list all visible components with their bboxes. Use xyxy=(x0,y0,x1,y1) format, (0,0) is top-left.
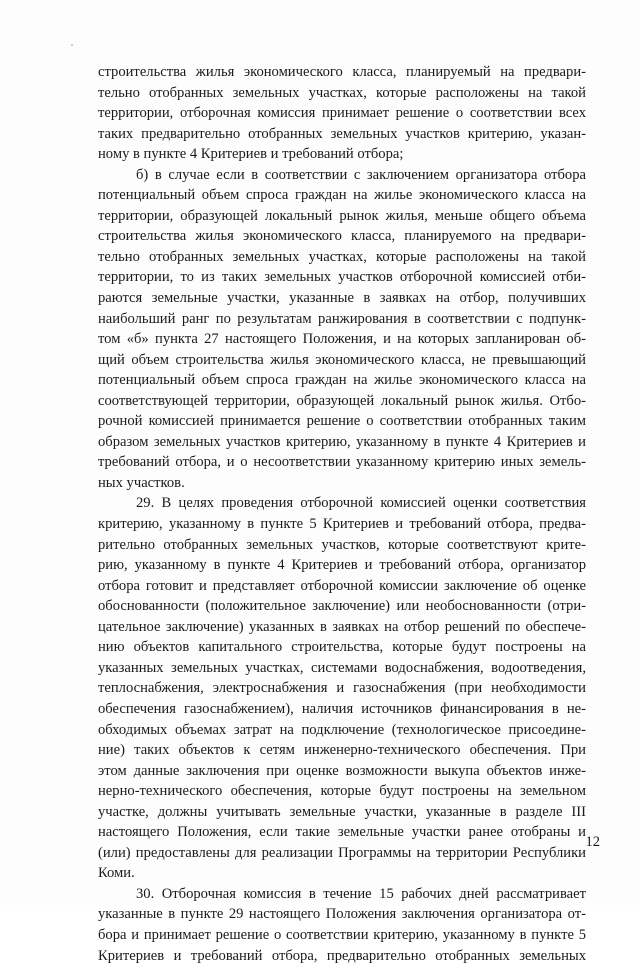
text-line: требований отбора, и о несоответствии указанному критерию иных земель- xyxy=(98,454,586,471)
text-line: потенциальный объем спроса граждан на жилье экономического класса на xyxy=(98,372,586,389)
text-line: тельно отобранных земельных участках, которые расположены на такой xyxy=(98,84,586,101)
text-line: б) в случае если в соответствии с заключением организатора отбора xyxy=(136,166,586,183)
text-line: цательное заключение) указанных в заявках на отбор решений по обеспече- xyxy=(98,618,586,635)
text-line: обеспечения газоснабжением), наличия источников финансирования в не- xyxy=(98,700,586,717)
text-line: потенциальный объем спроса граждан на жилье экономического класса на xyxy=(98,187,586,204)
text-line: раются земельные участки, указанные в заявках на отбор, получивших xyxy=(98,290,586,307)
text-line: обоснованности (положительное заключение) или необоснованности (отри- xyxy=(98,598,586,615)
text-line: указанные в пункте 29 настоящего Положения заключения организатора от- xyxy=(98,906,586,923)
text-line: бора и принимает решение о соответствии критерию, указанному в пункте 5 xyxy=(98,926,586,943)
text-line: территории, отборочная комиссия принимает решение о соответствии всех xyxy=(98,105,586,122)
text-line: рочной комиссией принимается решение о соответствии отобранных таким xyxy=(98,413,586,430)
document-body xyxy=(98,62,586,966)
text-line: обходимых объемах затрат на подключение (технологическое присоедине- xyxy=(98,721,586,738)
text-line: Критериев и требований отбора, предварительно отобранных земельных xyxy=(98,947,586,964)
text-line: образом земельных участков критерию, указанному в пункте 4 Критериев и xyxy=(98,433,586,450)
text-line: соответствующей территории, образующей локальный рынок жилья. Отбо- xyxy=(98,392,586,409)
text-line: ных участков. xyxy=(98,474,185,491)
text-line: теплоснабжения, электроснабжения и газоснабжения (при необходимости xyxy=(98,680,586,697)
text-line: территории, то из таких земельных участков отборочной комиссией отби- xyxy=(98,269,586,286)
page-number: 12 xyxy=(585,834,600,850)
text-line: нию объектов капитального строительства, которые будут построены на xyxy=(98,639,586,656)
text-line: Коми. xyxy=(98,865,135,882)
text-line: рительно отобранных земельных участков, которые соответствуют крите- xyxy=(98,536,586,553)
text-line: настоящего Положения, если такие земельные участки ранее отобраны и xyxy=(98,824,586,841)
text-line: рию, указанному в пункте 4 Критериев и требований отбора, организатор xyxy=(98,557,586,574)
text-line: нерно-технического обеспечения, которые будут построены на земельном xyxy=(98,783,586,800)
text-line: участке, должны учитывать земельные участки, указанные в разделе III xyxy=(98,803,586,820)
text-line: (или) предоставлены для реализации Программы на территории Республики xyxy=(98,844,586,861)
text-line: том «б» пункта 27 настоящего Положения, и на которых запланирован об- xyxy=(98,331,586,348)
text-line: этом данные заключения при оценке возможности выкупа объектов инже- xyxy=(98,762,586,779)
text-line: указанных земельных участках, системами водоснабжения, водоотведения, xyxy=(98,659,586,676)
scan-mark xyxy=(71,44,73,46)
text-line: критерию, указанному в пункте 5 Критериев и требований отбора, предва- xyxy=(98,516,586,533)
text-line: строительства жилья экономического класса, планируемого на предвари- xyxy=(98,228,586,245)
text-line: тельно отобранных земельных участках, которые расположены на такой xyxy=(98,248,586,265)
text-line: отбора готовит и представляет отборочной комиссии заключение об оценке xyxy=(98,577,586,594)
text-line: 30. Отборочная комиссия в течение 15 рабочих дней рассматривает xyxy=(136,885,586,902)
text-line: таких предварительно отобранных земельных участков критерию, указан- xyxy=(98,125,586,142)
text-line: ние) таких объектов к сетям инженерно-технического обеспечения. При xyxy=(98,742,586,759)
text-line: наибольший ранг по результатам ранжирования в соответствии с подпунк- xyxy=(98,310,586,327)
text-line: территории, образующей локальный рынок жилья, меньше общего объема xyxy=(98,207,586,224)
text-line: строительства жилья экономического класса, планируемый на предвари- xyxy=(98,64,586,80)
text-line: ному в пункте 4 Критериев и требований отбора; xyxy=(98,146,404,163)
text-line: щий объем строительства жилья экономического класса, не превышающий xyxy=(98,351,586,368)
text-line: 29. В целях проведения отборочной комиссией оценки соответствия xyxy=(136,495,586,512)
